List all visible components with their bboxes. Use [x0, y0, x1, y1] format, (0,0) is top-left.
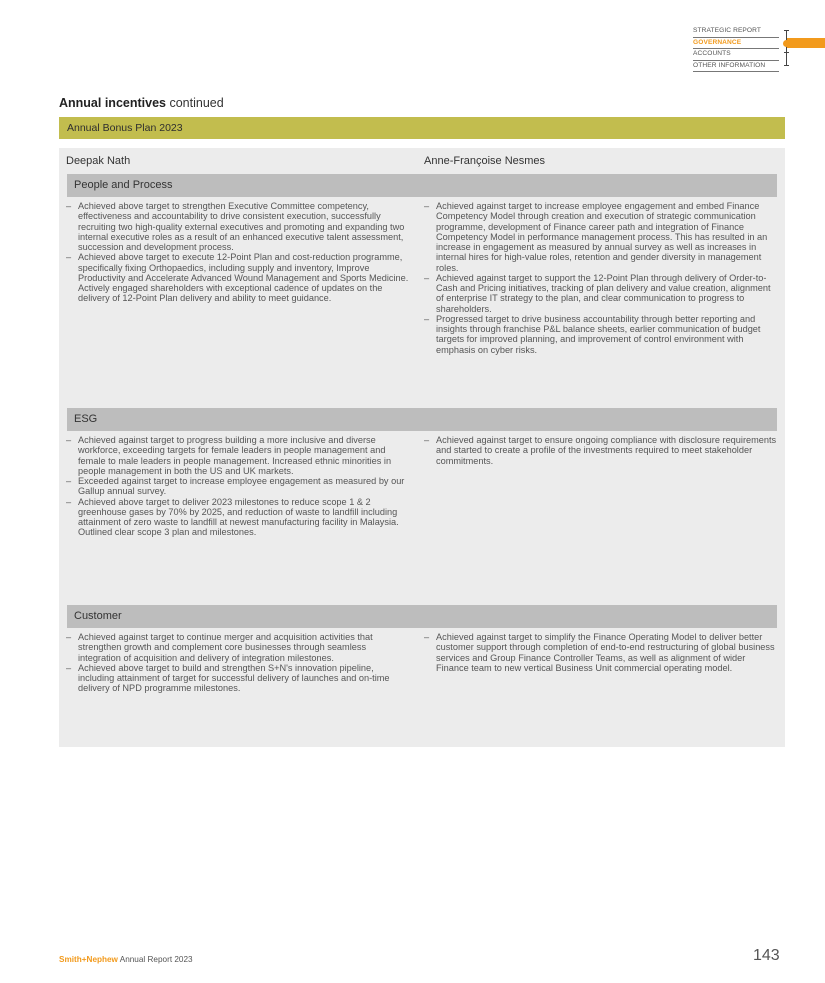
nav-active-bar — [787, 38, 825, 48]
customer-left-list — [66, 632, 406, 694]
nav-active-dot — [783, 40, 790, 47]
section-title-rest: continued — [165, 96, 224, 110]
list-item: – Achieved above target to build and strengthen S+N's innovation pipeline, including attainment of target for successful delivery of launches and on-time delivery of NPD programme milestones. — [66, 663, 406, 694]
section-nav — [693, 26, 779, 72]
left-column-name: Deepak Nath — [66, 155, 131, 167]
category-people-and-process: People and Process — [67, 174, 777, 197]
plan-title-bar: Annual Bonus Plan 2023 — [59, 117, 785, 139]
page-number: 143 — [753, 947, 780, 964]
list-item: – Achieved against target to progress building a more inclusive and diverse workforce, exceeding targets for female leaders in people management and female to male leaders in people management. Increased ethnic minorities in people management in both the US and UK markets. — [66, 435, 406, 476]
list-item: – Achieved against target to support the 12-Point Plan through delivery of Order-to-Cash and Pricing initiatives, tracking of plan delivery and value creation, alignment of enterprise IT strategy to the plan, and clear communication to progress to shareholders. — [424, 273, 780, 314]
nav-tick — [784, 65, 789, 66]
footer-brand: Smith+Nephew — [59, 955, 118, 964]
list-item: – Achieved above target to strengthen Executive Committee competency, effectiveness and accountability to drive consistent execution, successfully recruiting two high-quality external executives and promoting and expanding two internal executive roles as a result of an enhanced executive talent assessment, succession and development process. — [66, 201, 414, 252]
people-process-left-list — [66, 201, 414, 304]
nav-other-information[interactable]: OTHER INFORMATION — [693, 61, 779, 73]
esg-right-list — [424, 435, 780, 466]
category-esg: ESG — [67, 408, 777, 431]
customer-right-list — [424, 632, 780, 673]
nav-tick — [784, 30, 789, 31]
nav-governance[interactable]: GOVERNANCE — [693, 38, 779, 50]
section-title — [59, 96, 224, 110]
category-customer: Customer — [67, 605, 777, 628]
nav-accounts[interactable]: ACCOUNTS — [693, 49, 779, 61]
list-item: – Achieved against target to simplify the Finance Operating Model to deliver better customer support through completion of end-to-end restructuring of global business services and Group Finance Controller Teams, as well as alignment of wider Finance team to new vertical Business Unit commercial operating model. — [424, 632, 780, 673]
list-item: – Achieved above target to execute 12-Point Plan and cost-reduction programme, specifically fixing Orthopaedics, including supply and inventory, Improve Productivity and Accelerate Advanced Wound Management and Sports Medicine. Actively engaged shareholders with exceptional cadence of updates on the delivery of 12-Point Plan delivery and ability to meet guidance. — [66, 252, 414, 303]
footer-report-title — [59, 955, 193, 964]
nav-strategic-report[interactable]: STRATEGIC REPORT — [693, 26, 779, 38]
list-item: – Achieved above target to deliver 2023 milestones to reduce scope 1 & 2 greenhouse gases by 70% by 2025, and reduction of waste to landfill including attainment of zero waste to landfill at newest manufacturing facility in Malaysia. Outlined clear scope 3 plan and milestones. — [66, 497, 406, 538]
list-item: – Progressed target to drive business accountability through better reporting and insights through franchise P&L balance sheets, earlier communication of budget targets for improved planning, and improvement of control environment with emphasis on cyber risks. — [424, 314, 780, 355]
esg-left-list — [66, 435, 406, 538]
list-item: – Achieved against target to increase employee engagement and embed Finance Competency Model through creation and execution of strategic communication programme, development of Finance career path and integration of Finance Competency Model in performance management process. This has resulted in an increase in engagement as measured by annual survey as well as increases in internal hires for high-value roles, retention and gender diversity in management roles. — [424, 201, 780, 273]
people-process-right-list — [424, 201, 780, 355]
nav-tick — [784, 52, 789, 53]
list-item: – Achieved against target to ensure ongoing compliance with disclosure requirements and started to create a profile of the investments required to meet stakeholder commitments. — [424, 435, 780, 466]
right-column-name: Anne-Françoise Nesmes — [424, 155, 546, 167]
section-title-bold: Annual incentives — [59, 96, 166, 110]
list-item: – Achieved against target to continue merger and acquisition activities that strengthen growth and complement core businesses through seamless integration of acquisition and delivery of integration milestones. — [66, 632, 406, 663]
footer-report: Annual Report 2023 — [117, 955, 193, 964]
list-item: – Exceeded against target to increase employee engagement as measured by our Gallup annual survey. — [66, 476, 406, 497]
nav-track — [786, 30, 787, 66]
